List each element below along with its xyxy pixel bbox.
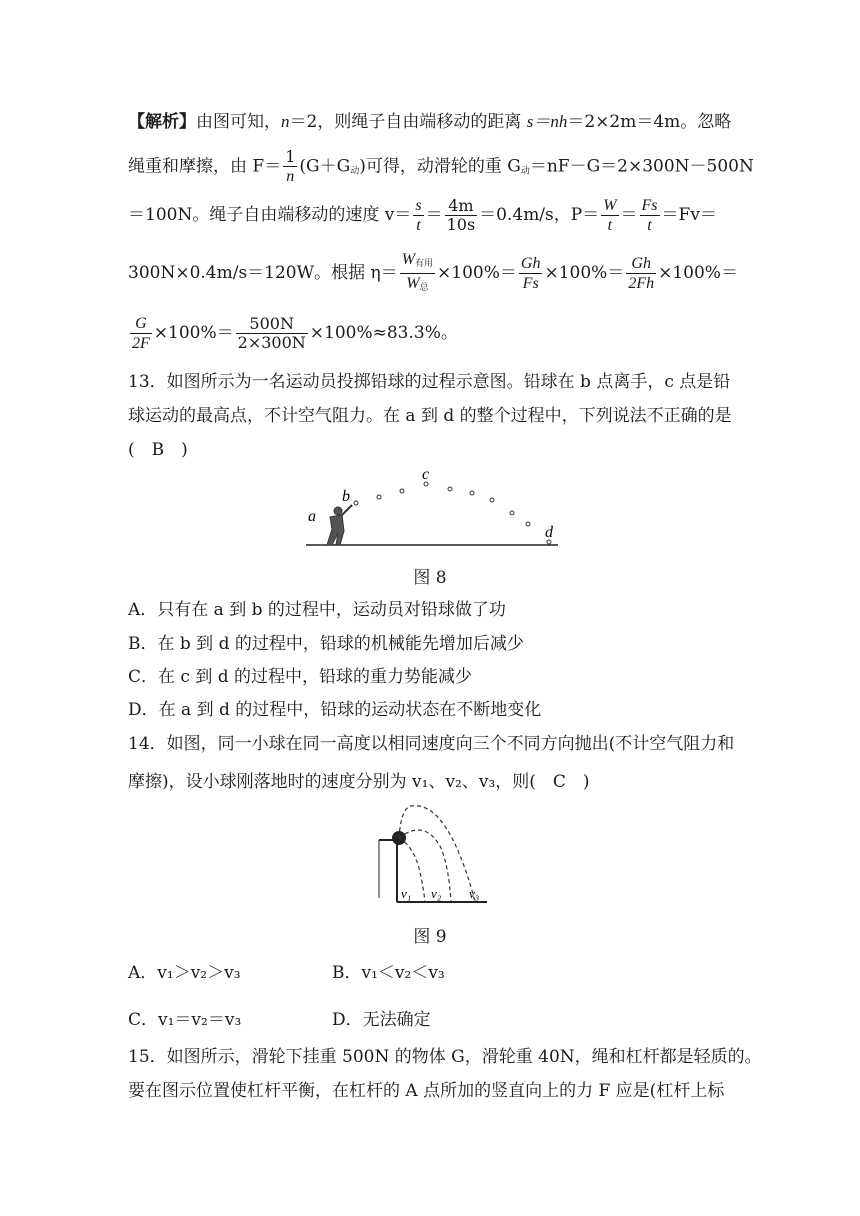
fraction: $\frac{W}{t}$ [603,197,617,234]
fraction: $\frac{Fs}{t}$ [641,197,658,234]
q13-stem-line-2: 球运动的最高点，不计空气阻力。在 a 到 d 的整个过程中，下列说法不正确的是 [128,406,732,426]
q13-stem-line-1: 13．如图所示为一名运动员投掷铅球的过程示意图。铅球在 b 点离手，c 点是铅 [128,372,731,392]
q13-option-a: A．只有在 a 到 b 的过程中，运动员对铅球做了功 [128,600,506,620]
q15-stem-line-2: 要在图示位置使杠杆平衡，在杠杆的 A 点所加的竖直向上的力 F 应是(杠杆上标 [128,1081,725,1101]
fraction: $\frac{1}{n}$ [285,147,296,185]
q15-stem-line-1: 15．如图所示，滑轮下挂重 500N 的物体 G，滑轮重 40N，绳和杠杆都是轻质的。 [128,1047,762,1067]
fraction: $\frac{s}{t}$ [415,197,422,234]
shot-put-figure [300,465,562,550]
label-b: b [342,488,350,505]
q13-option-d: D．在 a 到 d 的过程中，铅球的运动状态在不断地变化 [128,700,542,720]
label-c: c [422,466,430,483]
analysis-line-4: 300N×0.4m/s＝120W。根据 η＝ $\frac{W_{有用}}{W_总}$ ×100%＝ $\frac{Gh}{Fs}$ ×100%＝ $\frac{Gh}{2Fh}$ ×100%＝ [128,250,736,297]
projectile-figure [375,798,495,908]
analysis-line-2: 绳重和摩擦，由 F＝ $\frac{1}{n}$ $(G+G_动)$可得，动滑轮的重 $G_动=nF-G=2\times 300N-500N$ [128,147,754,185]
fraction: $\frac{Gh}{2Fh}$ [628,255,655,292]
athlete-figure [327,505,352,545]
label-v3: v₃ [469,886,480,901]
analysis-line-1: 【解析】由图可知，n＝2，则绳子自由端移动的距离 s＝nh＝2×2m＝4m。忽略 [128,112,732,132]
figure-9-caption: 图 9 [413,927,447,947]
q14-stem-line-2: 摩擦)，设小球刚落地时的速度分别为 v₁、v₂、v₃，则( C ) [128,772,590,792]
q13-option-c: C．在 c 到 d 的过程中，铅球的重力势能减少 [128,667,473,687]
analysis-line-3: ＝100N。绳子自由端移动的速度 v＝ $\frac{s}{t}$ ＝ $\frac{4m}{10s}$ ＝0.4m/s，P＝ $\frac{W}{t}$ ＝ $\frac{Fs}{t}$ ＝Fv＝ [128,196,717,234]
fraction: $\frac{500N}{2\times 300N}$ [237,314,306,352]
fraction: $\frac{G}{2F}$ [132,315,150,352]
label-v1: v₁ [401,886,412,901]
label-v2: v₂ [431,886,442,901]
fraction: $\frac{Gh}{Fs}$ [520,255,541,292]
q14-option-a: A．v₁＞v₂＞v₃ [128,963,241,983]
q14-option-b: B．v₁＜v₂＜v₃ [332,963,445,983]
fraction: $\frac{W_{有用}}{W_总}$ [400,250,435,297]
q14-option-d: D．无法确定 [332,1010,431,1030]
analysis-line-5: $\frac{G}{2F}$ ×100%＝ $\frac{500N}{2\times 300N}$ ×100%≈83.3%。 [132,314,458,352]
label-a: a [308,508,316,525]
q14-option-c: C．v₁＝v₂＝v₃ [128,1010,242,1030]
q14-stem-line-1: 14．如图，同一小球在同一高度以相同速度向三个不同方向抛出(不计空气阻力和 [128,734,735,754]
figure-8-caption: 图 8 [413,568,447,588]
label-d: d [545,524,553,541]
q13-option-b: B．在 b 到 d 的过程中，铅球的机械能先增加后减少 [128,634,524,654]
q13-answer: ( B ) [128,440,188,460]
analysis-tag: 【解析】 [128,112,196,132]
fraction: $\frac{4m}{10s}$ [446,196,476,234]
